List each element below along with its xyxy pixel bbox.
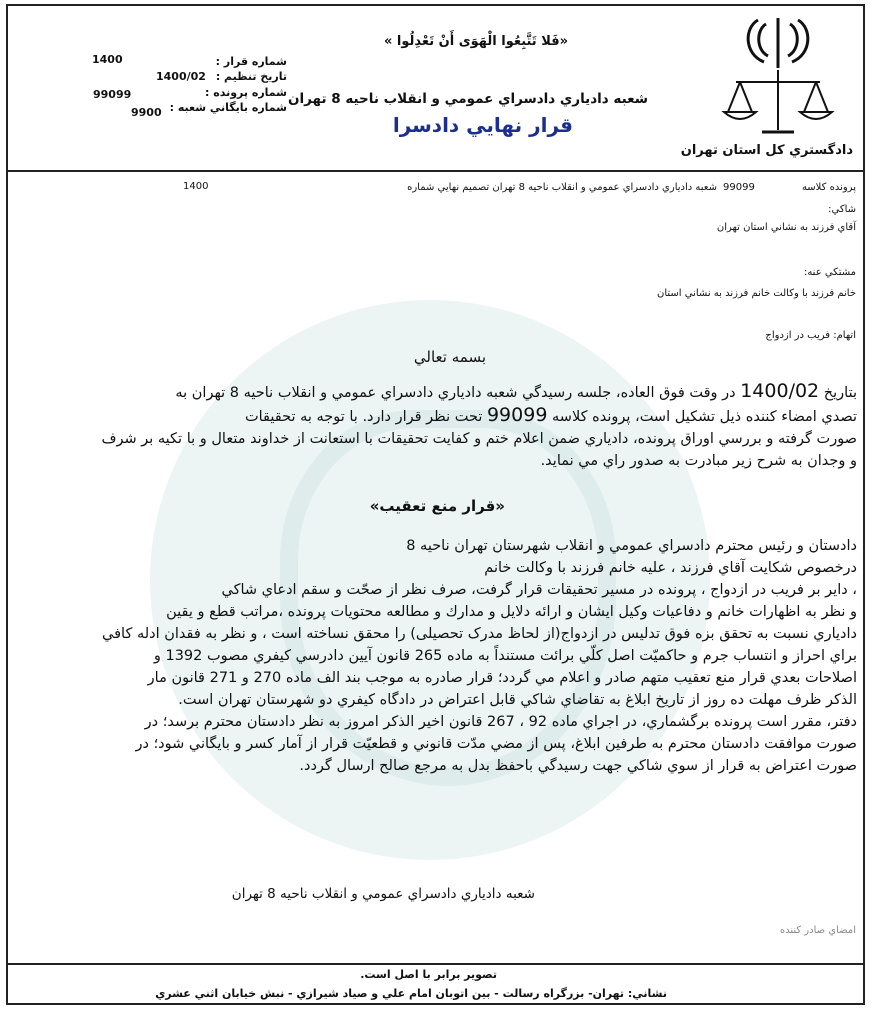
- file-number: 99099: [723, 182, 755, 193]
- footer-address: نشاني: تهران- بزرگراه رسالت - بين اتوبان امام علي و صياد شيرازي - نبش خيابان اثني عشري: [155, 987, 667, 1000]
- header-divider: [6, 170, 865, 172]
- decision-line: صورت موافقت دادستان محترم به طرفين ابلاغ، پس از مضي مدّت قانوني و قطعيّت قرار از آمار كسر و بايگاني شود؛ در: [135, 736, 857, 752]
- intro-paragraph: [16, 380, 857, 472]
- copy-note: تصوير برابر با اصل است.: [360, 968, 497, 981]
- decision-line: براي احراز و انتساب جرم و حاكميّت اصل كلّي برائت مستنداً به ماده 265 قانون آيين دادرسي كيفري مصوب 1392 و: [153, 648, 857, 664]
- meta-value-decision-no: 1400: [92, 53, 123, 66]
- intro-line-2: تصدي امضاء كننده ذيل تشكيل است، پرونده كلاسه 99099 تحت نظر قرار دارد. با توجه به تحقيقات: [244, 404, 857, 426]
- defendant-label: مشتكي عنه:: [803, 267, 856, 278]
- decision-line: دفتر، مقرر است پرونده برگشماري، در اجراي ماده 92 ، 267 قانون اخير الذكر امروز به نظر دادستان محترم برسد؛ در: [144, 714, 857, 730]
- meta-label-file-no: شماره پرونده :: [205, 86, 287, 99]
- decision-line: دادستان و رئيس محترم دادسراي عمومي و انقلاب شهرستان تهران ناحيه 8: [406, 538, 857, 554]
- decision-paragraph: [16, 535, 857, 777]
- complainant-line: آقاي فرزند به نشاني استان تهران: [716, 222, 856, 233]
- decision-line: دادياري نسبت به تحقق بزه فوق تدليس در ازدواج(از لحاظ مدرک تحصيلی) را محقق نساخته است ، و نظر به فقدان ادله كافي: [102, 626, 857, 642]
- meta-value-date: 1400/02: [156, 70, 206, 83]
- meta-label-date: تاريخ تنظيم :: [215, 70, 287, 83]
- file-line-label: پرونده كلاسه: [801, 182, 856, 193]
- decision-line: اصلاحات بعدي قرار منع تعقيب متهم صادر و اعلام مي گردد؛ قرار صادره به موجب بند الف ماده 270 و 271 قانون مار: [147, 670, 857, 686]
- charge-line: اتهام: فريب در ازدواج: [765, 330, 856, 341]
- signer-label: امضاي صادر كننده: [779, 925, 856, 936]
- decision-line: درخصوص شكايت آقاي فرزند ، عليه خانم فرزند با وكالت خانم: [484, 560, 857, 576]
- defendant-line: خانم فرزند با وكالت خانم فرزند به نشاني استان: [657, 288, 856, 299]
- meta-value-archive-no: 9900: [131, 106, 162, 119]
- intro-line-4: و وجدان به شرح زير مبادرت به صدور راي مي نمايد.: [540, 453, 857, 469]
- signature-branch: شعبه دادياري دادسراي عمومي و انقلاب ناحيه 8 تهران: [231, 886, 535, 902]
- scales-of-justice-icon: [718, 10, 838, 145]
- meta-value-file-no: 99099: [93, 88, 132, 101]
- meta-label-archive-no: شماره بايگاني شعبه :: [169, 101, 287, 114]
- meta-label-decision-no: شماره قرار :: [215, 55, 287, 68]
- decision-line: ، داير بر فريب در ازدواج ، پرونده در مسير تحقيقات قرار گرفت، صرف نظر از صحّت و سقم ادعاي شاكي: [221, 582, 857, 598]
- bismillah: بسمه تعالي: [413, 348, 486, 366]
- decision-number: 1400: [183, 181, 209, 192]
- branch-header: شعبه دادياري دادسراي عمومي و انقلاب ناحيه 8 تهران: [288, 91, 648, 107]
- complainant-label: شاكي:: [828, 204, 856, 215]
- decision-line: الذكر ظرف مهلت ده روز از تاريخ ابلاغ به تقاضاي شاكي قابل اعتراض در دادگاه كيفري دو شهرستان تهران است.: [178, 692, 857, 708]
- court-name: دادگستري كل استان تهران: [680, 143, 853, 158]
- decision-title: «قرار منع تعقيب»: [369, 497, 505, 515]
- intro-line-3: صورت گرفته و بررسي اوراق پرونده، دادياري ضمن اعلام ختم و كفايت تحقيقات با استعانت از خداوند متعال و با تكيه بر شرف: [101, 431, 857, 447]
- intro-line-1: بتاريخ 1400/02 در وقت فوق العاده، جلسه رسيدگي شعبه دادياري دادسراي عمومي و انقلاب ناحيه 8 تهران به: [175, 380, 857, 402]
- footer-divider: [6, 963, 865, 965]
- decision-line: صورت اعتراض به قرار از سوي شاكي جهت رسيدگي باحفظ بدل به مرجع صالح ارسال گردد.: [299, 758, 857, 774]
- verse: «فَلا تَتَّبِعُوا الْهَوَى أَنْ تَعْدِلُوا »: [384, 34, 568, 49]
- file-line-text: شعبه دادياري دادسراي عمومي و انقلاب ناحيه 8 تهران تصميم نهايي شماره: [407, 182, 717, 193]
- doc-title: قرار نهايي دادسرا: [392, 113, 573, 137]
- decision-line: و نظر به اظهارات خانم و دفاعيات وكيل ايشان و ارائه دلايل و مدارك و مطالعه محتويات پرونده ،مراتب قطع و يقين: [166, 604, 857, 620]
